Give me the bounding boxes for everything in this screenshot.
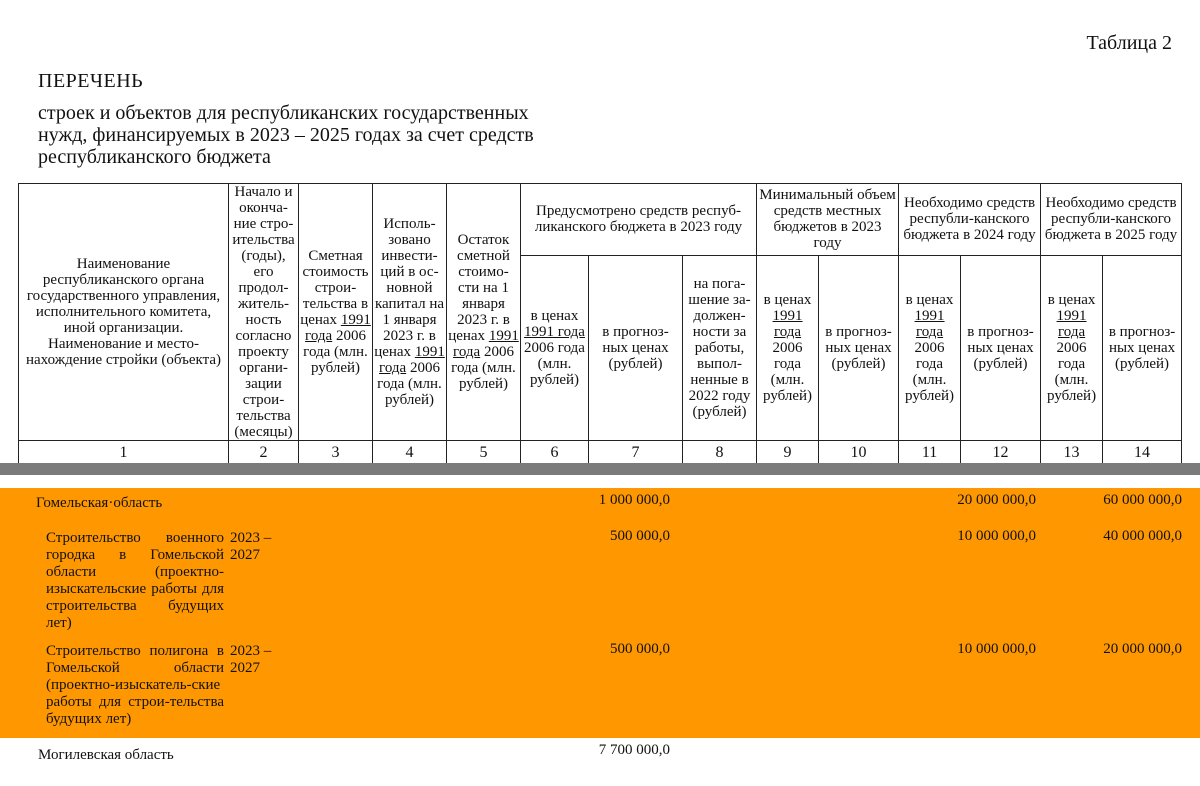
gomel-col12-value: 20 000 000,0 bbox=[957, 492, 1036, 508]
header-sub-forecast: в прогноз-ных ценах (рублей) bbox=[819, 255, 899, 440]
header-col-duration: Начало и оконча-ние стро-ительства (годы), его продол-житель-ность согласно проекту органи-зации строи-тельства (месяцы) bbox=[229, 184, 299, 441]
header-sub-prices: в ценах 1991 года 2006 года (млн. рублей) bbox=[521, 255, 589, 440]
header-col-name: Наименование республиканского органа государственного управления, исполнительного комитета, иной организации. Наименование и место-нахождение стройки (объекта) bbox=[19, 184, 229, 441]
header-group-local: Минимальный объем средств местных бюджетов в 2023 году bbox=[757, 184, 899, 256]
header-group-2023: Предусмотрено средств респуб-ликанского бюджета в 2023 году bbox=[521, 184, 757, 256]
object-name-military-town: Строительство военного городка в Гомельской области (проектно-изыскательские работы для строительства будущих лет) bbox=[46, 530, 224, 631]
column-number: 11 bbox=[899, 441, 961, 466]
column-number: 13 bbox=[1041, 441, 1103, 466]
column-number: 3 bbox=[299, 441, 373, 466]
subtitle-line: строек и объектов для республиканских государственных bbox=[38, 102, 529, 124]
column-number: 7 bbox=[589, 441, 683, 466]
header-sub-forecast: в прогноз-ных ценах (рублей) bbox=[1103, 255, 1182, 440]
header-group-2024: Необходимо средств республи-канского бюджета в 2024 году bbox=[899, 184, 1041, 256]
document-title: ПЕРЕЧЕНЬ bbox=[38, 70, 144, 92]
table-header bbox=[18, 183, 1182, 466]
gomel-col14-value: 60 000 000,0 bbox=[1103, 492, 1182, 508]
mogilev-col7-value: 7 700 000,0 bbox=[598, 742, 670, 758]
column-number: 5 bbox=[447, 441, 521, 466]
header-sub-prices: в ценах 1991 года 2006 года (млн. рублей) bbox=[1041, 255, 1103, 440]
header-sub-forecast: в прогноз-ных ценах (рублей) bbox=[961, 255, 1041, 440]
column-number: 1 bbox=[19, 441, 229, 466]
header-col-remaining-cost: Остаток сметной стоимо-сти на 1 января 2023 г. в ценах 1991 года 2006 года (млн. рублей) bbox=[447, 184, 521, 441]
column-number: 2 bbox=[229, 441, 299, 466]
header-sub-forecast: в прогноз-ных ценах (рублей) bbox=[589, 255, 683, 440]
header-sub-debt: на пога-шение за-должен-ности за работы, выпол-ненные в 2022 году (рублей) bbox=[683, 255, 757, 440]
item2-col12-value: 10 000 000,0 bbox=[957, 641, 1036, 657]
header-col-used-investments: Исполь-зовано инвести-ций в ос-новной капитал на 1 января 2023 г. в ценах 1991 года 2006 года (млн. рублей) bbox=[373, 184, 447, 441]
gomel-col7-value: 1 000 000,0 bbox=[598, 492, 670, 508]
subtitle-line: нужд, финансируемых в 2023 – 2025 годах за счет средств bbox=[38, 124, 534, 146]
header-col-estimated-cost: Сметная стоимость строи-тельства в ценах 1991 года 2006 года (млн. рублей) bbox=[299, 184, 373, 441]
object-name-polygon: Строительство полигона в Гомельской области (проектно-изыскатель-ские работы для строи-тельства будущих лет) bbox=[46, 643, 224, 727]
object-dates: 2023 – 2027 bbox=[230, 530, 272, 563]
header-sub-prices: в ценах 1991 года 2006 года (млн. рублей) bbox=[899, 255, 961, 440]
item1-col14-value: 40 000 000,0 bbox=[1103, 528, 1182, 544]
document-subtitle bbox=[38, 102, 638, 168]
column-number: 4 bbox=[373, 441, 447, 466]
item1-col12-value: 10 000 000,0 bbox=[957, 528, 1036, 544]
table-number-label: Таблица 2 bbox=[1086, 32, 1172, 54]
header-sub-prices: в ценах 1991 года 2006 года (млн. рублей) bbox=[757, 255, 819, 440]
section-divider bbox=[0, 463, 1200, 475]
column-number: 14 bbox=[1103, 441, 1182, 466]
header-group-2025: Необходимо средств республи-канского бюджета в 2025 году bbox=[1041, 184, 1182, 256]
column-number: 9 bbox=[757, 441, 819, 466]
item2-col14-value: 20 000 000,0 bbox=[1103, 641, 1182, 657]
column-number: 6 bbox=[521, 441, 589, 466]
column-number: 10 bbox=[819, 441, 899, 466]
item1-col7-value: 500 000,0 bbox=[610, 528, 670, 544]
region-name-mogilev: Могилевская область bbox=[38, 747, 174, 763]
subtitle-line: республиканского бюджета bbox=[38, 146, 271, 168]
object-dates: 2023 – 2027 bbox=[230, 643, 272, 676]
region-name-gomel: Гомельская·область bbox=[36, 495, 163, 511]
item2-col7-value: 500 000,0 bbox=[610, 641, 670, 657]
column-number: 8 bbox=[683, 441, 757, 466]
column-number: 12 bbox=[961, 441, 1041, 466]
